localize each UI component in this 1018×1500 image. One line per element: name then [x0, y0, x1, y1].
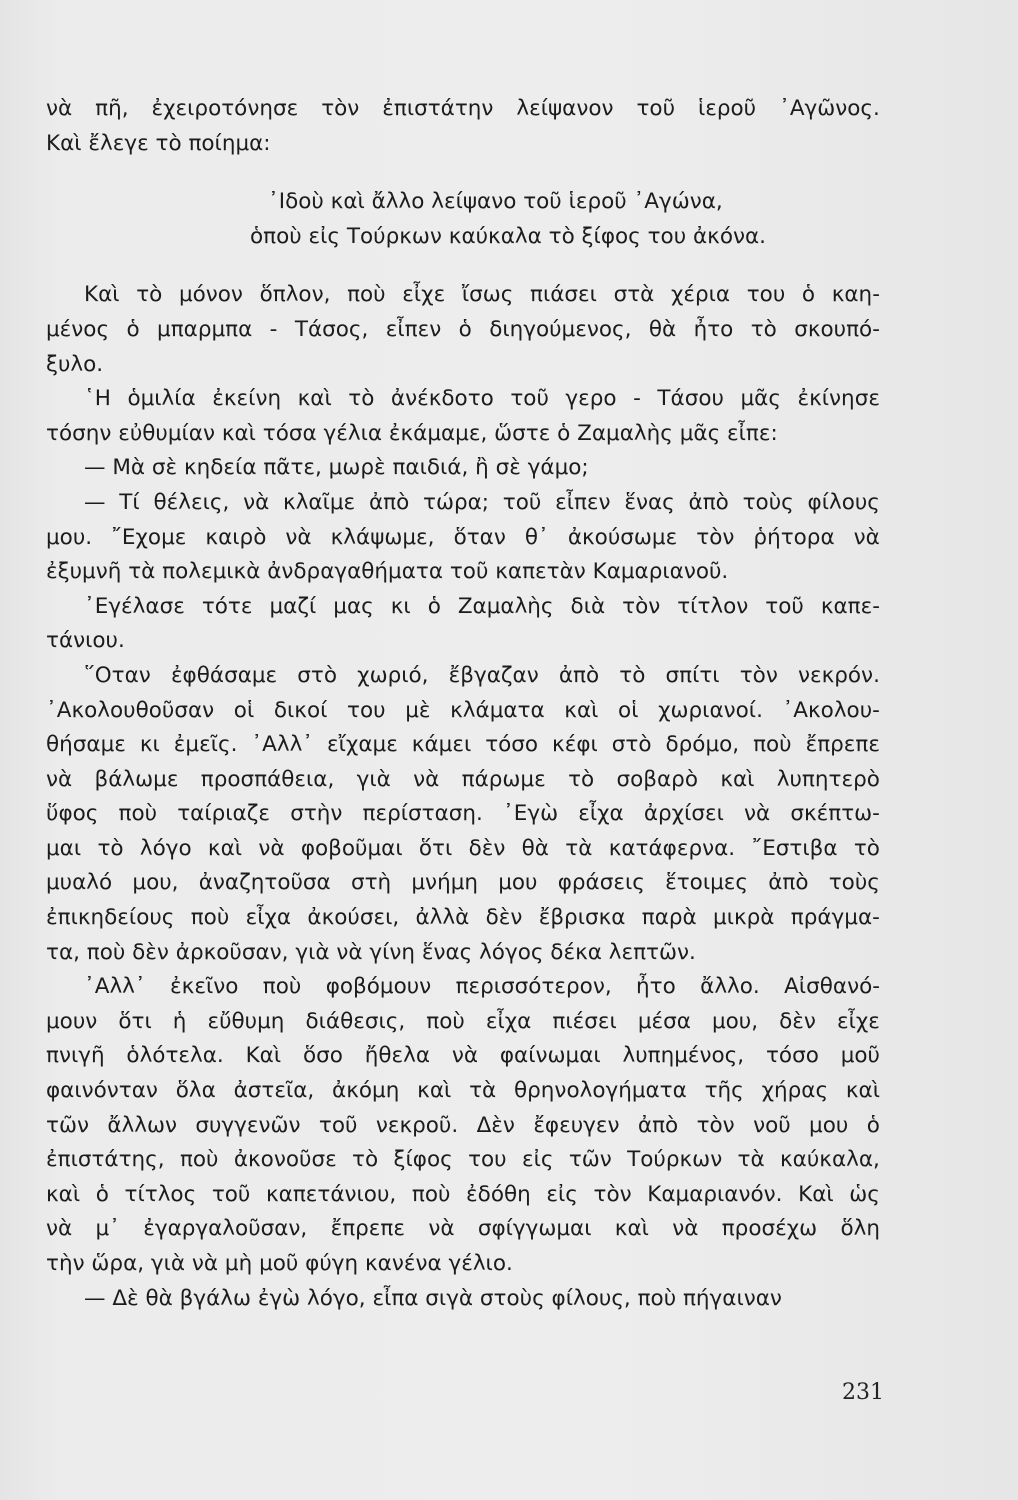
text-line: Καὶ τὸ μόνον ὅπλον, ποὺ εἶχε ἴσως πιάσει στὰ χέρια του ὁ καη- — [84, 282, 880, 308]
text-line: μαι τὸ λόγο καὶ νὰ φοβοῦμαι ὅτι δὲν θὰ τὰ κατάφερνα. ῎Εστιβα τὸ — [46, 835, 880, 861]
text-line: τάνιου. — [46, 628, 125, 654]
text-line: — Τί θέλεις, νὰ κλαῖμε ἀπὸ τώρα; τοῦ εἶπεν ἕνας ἀπὸ τοὺς φίλους — [84, 489, 880, 515]
text-line: μουν ὅτι ἡ εὔθυμη διάθεσις, ποὺ εἶχα πιέσει μέσα μου, δὲν εἶχε — [46, 1008, 880, 1034]
text-line: — Μὰ σὲ κηδεία πᾶτε, μωρὲ παιδιά, ἢ σὲ γάμο; — [84, 455, 589, 481]
text-line: νὰ βάλωμε προσπάθεια, γιὰ νὰ πάρωμε τὸ σοβαρὸ καὶ λυπητερὸ — [46, 766, 880, 792]
text-line: φαινόνταν ὅλα ἀστεῖα, ἀκόμη καὶ τὰ θρηνολογήματα τῆς χήρας καὶ — [46, 1078, 880, 1104]
text-line: ᾿Αλλ᾿ ἐκεῖνο ποὺ φοβόμουν περισσότερον, ἦτο ἄλλο. Αἰσθανό- — [84, 974, 880, 1000]
text-line: ῞Οταν ἐφθάσαμε στὸ χωριό, ἔβγαζαν ἀπὸ τὸ σπίτι τὸν νεκρόν. — [84, 662, 880, 688]
verse-line: ὁποὺ εἰς Τούρκων καύκαλα τὸ ξίφος του ἀκόνα. — [250, 223, 766, 249]
text-line: θήσαμε κι ἐμεῖς. ᾿Αλλ᾿ εἴχαμε κάμει τόσο κέφι στὸ δρόμο, ποὺ ἔπρεπε — [46, 732, 880, 758]
text-line: πνιγῆ ὁλότελα. Καὶ ὅσο ἤθελα νὰ φαίνωμαι λυπημένος, τόσο μοῦ — [46, 1043, 880, 1069]
text-line: μου. ῎Εχομε καιρὸ νὰ κλάψωμε, ὅταν θ᾿ ἀκούσωμε τὸν ῥήτορα νὰ — [46, 524, 880, 550]
text-line: τὴν ὥρα, γιὰ νὰ μὴ μοῦ φύγη κανένα γέλιο. — [46, 1251, 513, 1276]
text-line: ὕφος ποὺ ταίριαζε στὴν περίσταση. ᾿Εγὼ εἶχα ἀρχίσει νὰ σκέπτω- — [46, 801, 880, 827]
text-line: μένος ὁ μπαρμπα - Τάσος, εἶπεν ὁ διηγούμενος, θὰ ἦτο τὸ σκουπό- — [46, 316, 880, 342]
text-line: τόσην εὐθυμίαν καὶ τόσα γέλια ἐκάμαμε, ὥστε ὁ Ζαμαλὴς μᾶς εἶπε: — [46, 420, 778, 446]
text-line: ᾿Ακολουθοῦσαν οἱ δικοί του μὲ κλάματα καὶ οἱ χωριανοί. ᾿Ακολου- — [46, 697, 880, 723]
verse-line: ᾿Ιδοὺ καὶ ἄλλο λείψανο τοῦ ἱεροῦ ᾿Αγώνα, — [268, 189, 723, 215]
text-line: μυαλό μου, ἀναζητοῦσα στὴ μνήμη μου φράσεις ἕτοιμες ἀπὸ τοὺς — [46, 870, 880, 896]
text-line: καὶ ὁ τίτλος τοῦ καπετάνιου, ποὺ ἐδόθη εἰς τὸν Καμαριανόν. Καὶ ὡς — [46, 1181, 880, 1207]
verse-spacing — [46, 161, 880, 185]
text-line: τα, ποὺ δὲν ἀρκοῦσαν, γιὰ νὰ γίνη ἕνας λόγος δέκα λεπτῶν. — [46, 939, 696, 965]
page-number: 231 — [842, 1380, 884, 1405]
verse-spacing — [46, 254, 880, 278]
text-line: ἐξυμνῆ τὰ πολεμικὰ ἀνδραγαθήματα τοῦ καπετὰν Καμαριανοῦ. — [46, 559, 729, 585]
text-line: ἐπικηδείους ποὺ εἶχα ἀκούσει, ἀλλὰ δὲν ἔβρισκα παρὰ μικρὰ πράγμα- — [46, 905, 880, 931]
body-text — [46, 92, 880, 1316]
text-line: νὰ πῆ, ἐχειροτόνησε τὸν ἐπιστάτην λείψανον τοῦ ἱεροῦ ᾿Αγῶνος. — [46, 96, 880, 121]
text-line: — Δὲ θὰ βγάλω ἐγὼ λόγο, εἶπα σιγὰ στοὺς φίλους, ποὺ πήγαιναν — [84, 1285, 782, 1311]
text-line: νὰ μ᾿ ἐγαργαλοῦσαν, ἔπρεπε νὰ σφίγγωμαι καὶ νὰ προσέχω ὅλη — [46, 1216, 880, 1242]
text-line: τῶν ἄλλων συγγενῶν τοῦ νεκροῦ. Δὲν ἔφευγεν ἀπὸ τὸν νοῦ μου ὁ — [46, 1112, 880, 1138]
text-line: Καὶ ἔλεγε τὸ ποίημα: — [46, 130, 271, 156]
text-line: ῾Η ὁμιλία ἐκείνη καὶ τὸ ἀνέκδοτο τοῦ γερο - Τάσου μᾶς ἐκίνησε — [84, 386, 880, 412]
text-line: ᾿Εγέλασε τότε μαζί μας κι ὁ Ζαμαλὴς διὰ τὸν τίτλον τοῦ καπε- — [84, 593, 880, 619]
text-line: ξυλο. — [46, 351, 104, 377]
text-line: ἐπιστάτης, ποὺ ἀκονοῦσε τὸ ξίφος του εἰς τῶν Τούρκων τὰ καύκαλα, — [46, 1147, 880, 1173]
